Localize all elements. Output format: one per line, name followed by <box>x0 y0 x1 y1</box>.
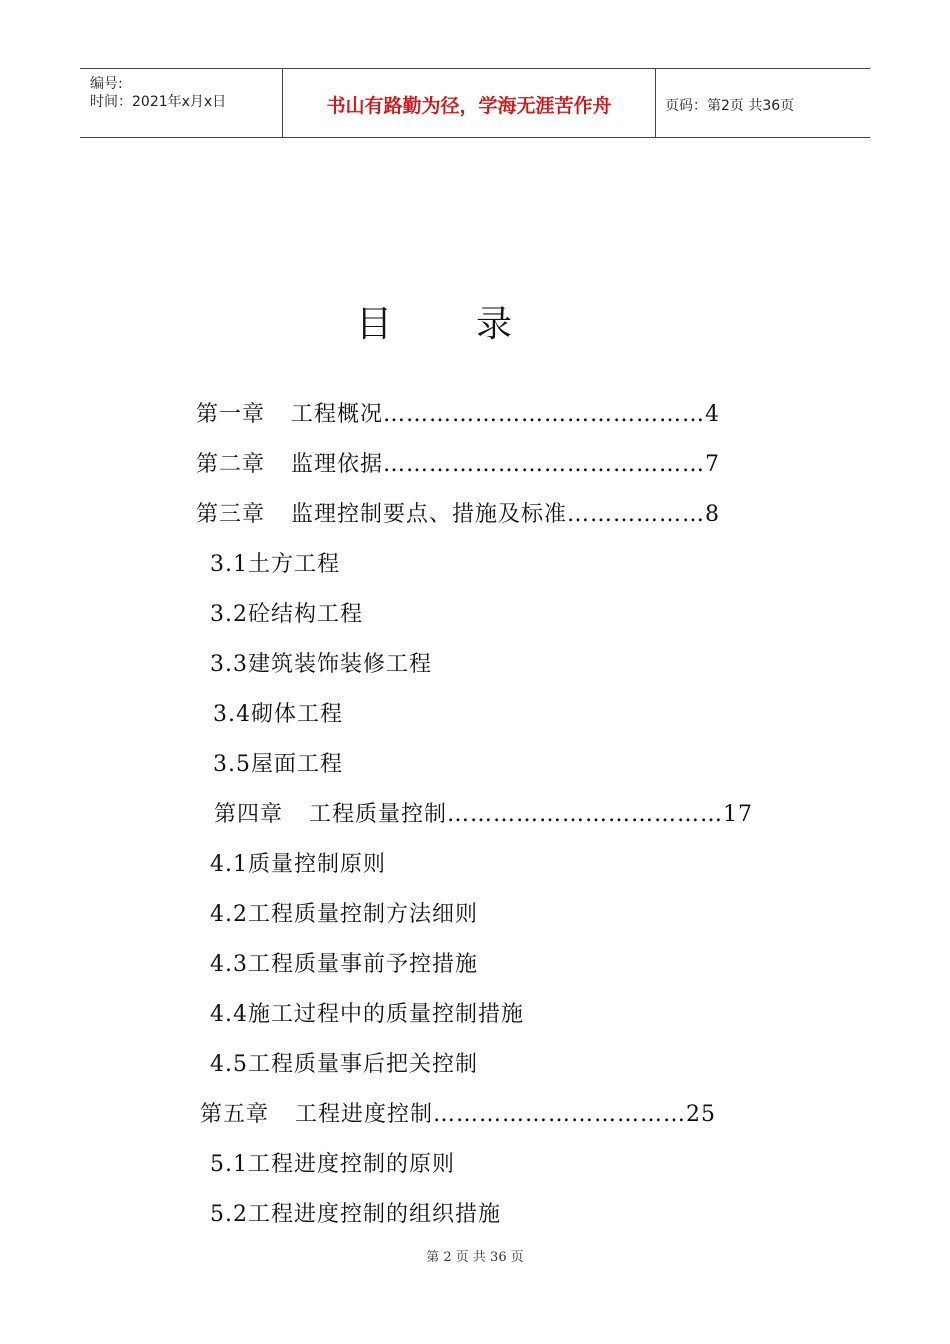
toc-entry-4-1[interactable]: 4.1质量控制原则 <box>210 852 386 877</box>
toc-chapter-number: 第一章 <box>196 402 266 427</box>
toc-chapter-number: 第五章 <box>200 1102 270 1127</box>
header-page-cell <box>655 69 870 137</box>
toc-entry-text: 工程进度控制……………………………25 <box>295 1102 717 1127</box>
toc-entry-4-4[interactable]: 4.4施工过程中的质量控制措施 <box>210 1002 524 1027</box>
toc-entry-text: 工程质量控制………………………………17 <box>309 802 754 827</box>
toc-entry-3-2[interactable]: 3.2砼结构工程 <box>210 602 363 627</box>
code-label: 编号: <box>90 76 123 92</box>
toc-entry-5-2[interactable]: 5.2工程进度控制的组织措施 <box>210 1202 501 1227</box>
toc-entry-4-5[interactable]: 4.5工程质量事后把关控制 <box>210 1052 478 1077</box>
time-label: 时间：2021年x月x日 <box>90 94 227 110</box>
toc-chapter-number: 第二章 <box>196 452 266 477</box>
toc-entry-4-3[interactable]: 4.3工程质量事前予控措施 <box>210 952 478 977</box>
header-motto-cell <box>282 69 656 137</box>
toc-entry-3-3[interactable]: 3.3建筑装饰装修工程 <box>210 652 432 677</box>
title-char-2: 录 <box>476 304 513 345</box>
toc-entry-5-1[interactable]: 5.1工程进度控制的原则 <box>210 1152 455 1177</box>
page-header <box>80 68 870 138</box>
toc-entry-chapter-3[interactable] <box>196 500 720 530</box>
toc-entry-text: 监理控制要点、措施及标准………………8 <box>291 502 721 527</box>
toc-chapter-number: 第四章 <box>214 802 284 827</box>
toc-chapter-number: 第三章 <box>196 502 266 527</box>
toc-entry-text: 工程概况……………………………………4 <box>291 402 721 427</box>
title-char-1: 目 <box>356 304 393 345</box>
toc-entry-chapter-2[interactable] <box>196 450 720 480</box>
page-footer: 第 2 页 共 36 页 <box>426 1250 524 1265</box>
toc-entry-chapter-4[interactable] <box>214 800 753 830</box>
toc-entry-chapter-1[interactable] <box>196 400 720 430</box>
page-code: 页码：第2页 共36页 <box>665 98 795 114</box>
toc-entry-3-5[interactable]: 3.5屋面工程 <box>213 752 343 777</box>
toc-entry-text: 监理依据……………………………………7 <box>291 452 721 477</box>
toc-entry-3-1[interactable]: 3.1土方工程 <box>210 552 340 577</box>
motto-text: 书山有路勤为径，学海无涯苦作舟 <box>326 95 612 117</box>
toc-entry-3-4[interactable]: 3.4砌体工程 <box>213 702 343 727</box>
toc-entry-chapter-5[interactable] <box>200 1100 716 1130</box>
page-title <box>0 296 950 346</box>
toc-entry-4-2[interactable]: 4.2工程质量控制方法细则 <box>210 902 478 927</box>
header-info-cell <box>80 69 282 137</box>
